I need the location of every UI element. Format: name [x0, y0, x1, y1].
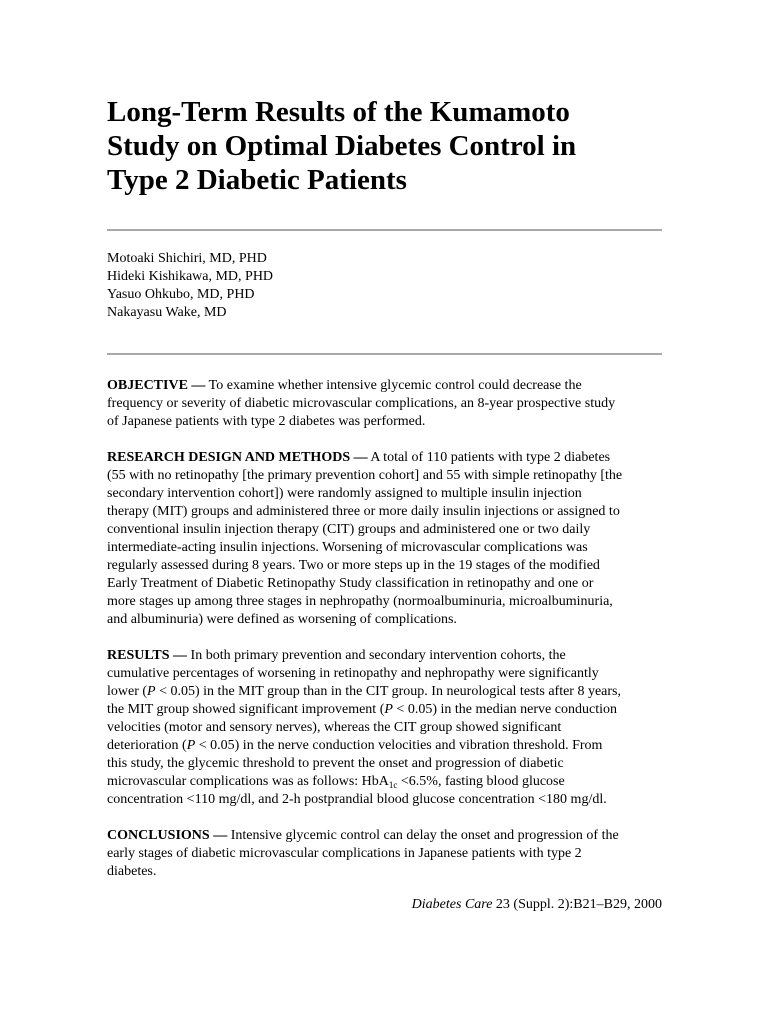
- text-run: < 0.05) in the MIT group than in the CIT group. In neurological tests after 8 years,: [155, 684, 621, 699]
- abstract-line: secondary intervention cohort]) were randomly assigned to multiple insulin injection: [107, 486, 582, 501]
- objective-section: [107, 377, 662, 431]
- journal-name: Diabetes Care: [411, 897, 493, 912]
- author: Yasuo Ohkubo, MD, PHD: [107, 287, 255, 302]
- abstract-line: concentration <110 mg/dl, and 2-h postprandial blood glucose concentration <180 mg/dl.: [107, 792, 607, 807]
- abstract-line: [107, 773, 662, 791]
- p-value-symbol: P: [147, 684, 156, 699]
- abstract-line: conventional insulin injection therapy (CIT) groups and administered one or two daily: [107, 522, 591, 537]
- abstract-line: cumulative percentages of worsening in retinopathy and nephropathy were significantly: [107, 666, 599, 681]
- abstract-line: [107, 647, 662, 665]
- abstract-line: more stages up among three stages in nephropathy (normoalbuminuria, microalbuminuria,: [107, 594, 613, 609]
- abstract-line: this study, the glycemic threshold to prevent the onset and progression of diabetic: [107, 756, 564, 771]
- abstract-line: [107, 683, 662, 701]
- abstract-line: intermediate-acting insulin injections. Worsening of microvascular complications was: [107, 540, 588, 555]
- author: Hideki Kishikawa, MD, PHD: [107, 269, 274, 284]
- article-title: [107, 95, 662, 197]
- abstract-line: of Japanese patients with type 2 diabetes was performed.: [107, 414, 426, 429]
- author: Nakayasu Wake, MD: [107, 305, 227, 320]
- section-text: A total of 110 patients with type 2 diabetes: [367, 450, 611, 465]
- conclusions-section: [107, 827, 662, 881]
- abstract-line: early stages of diabetic microvascular complications in Japanese patients with type 2: [107, 846, 582, 861]
- abstract-line: [107, 827, 662, 845]
- text-run: <6.5%, fasting blood glucose: [397, 774, 565, 789]
- divider: [107, 229, 662, 231]
- methods-section: [107, 449, 662, 629]
- abstract-line: regularly assessed during 8 years. Two or more steps up in the 19 stages of the modified: [107, 558, 600, 573]
- abstract: [107, 377, 662, 899]
- abstract-line: velocities (motor and sensory nerves), whereas the CIT group showed significant: [107, 720, 562, 735]
- title-line: Type 2 Diabetic Patients: [107, 164, 407, 196]
- abstract-line: [107, 449, 662, 467]
- section-heading: RESEARCH DESIGN AND METHODS —: [107, 450, 368, 465]
- hba1c-subscript: 1c: [388, 780, 398, 790]
- text-run: microvascular complications was as follows: HbA: [107, 774, 389, 789]
- section-heading: CONCLUSIONS —: [107, 828, 228, 843]
- abstract-line: frequency or severity of diabetic microvascular complications, an 8-year prospective study: [107, 396, 616, 411]
- title-line: Study on Optimal Diabetes Control in: [107, 130, 577, 162]
- journal-citation: [412, 896, 662, 914]
- abstract-line: (55 with no retinopathy [the primary prevention cohort] and 55 with simple retinopathy [the: [107, 468, 623, 483]
- section-text: In both primary prevention and secondary intervention cohorts, the: [187, 648, 566, 663]
- text-run: < 0.05) in the median nerve conduction: [392, 702, 617, 717]
- text-run: the MIT group showed significant improvement (: [107, 702, 385, 717]
- text-run: deterioration (: [107, 738, 187, 753]
- results-section: [107, 647, 662, 809]
- divider: [107, 353, 662, 355]
- abstract-line: [107, 377, 662, 395]
- title-line: Long-Term Results of the Kumamoto: [107, 96, 570, 128]
- p-value-symbol: P: [186, 738, 196, 753]
- abstract-line: diabetes.: [107, 864, 157, 879]
- p-value-symbol: P: [384, 702, 393, 717]
- text-run: lower (: [107, 684, 148, 699]
- abstract-line: [107, 737, 662, 755]
- abstract-line: and albuminuria) were defined as worsening of complications.: [107, 612, 457, 627]
- author: Motoaki Shichiri, MD, PHD: [107, 251, 267, 266]
- section-text: Intensive glycemic control can delay the onset and progression of the: [227, 828, 619, 843]
- abstract-line: [107, 701, 662, 719]
- section-text: To examine whether intensive glycemic control could decrease the: [205, 378, 582, 393]
- citation-details: 23 (Suppl. 2):B21–B29, 2000: [492, 897, 662, 912]
- abstract-line: Early Treatment of Diabetic Retinopathy Study classification in retinopathy and one or: [107, 576, 594, 591]
- section-heading: RESULTS —: [107, 648, 188, 663]
- text-run: < 0.05) in the nerve conduction velocities and vibration threshold. From: [195, 738, 603, 753]
- section-heading: OBJECTIVE —: [107, 378, 206, 393]
- author-list: [107, 250, 273, 322]
- abstract-line: therapy (MIT) groups and administered three or more daily insulin injections or assigned to: [107, 504, 620, 519]
